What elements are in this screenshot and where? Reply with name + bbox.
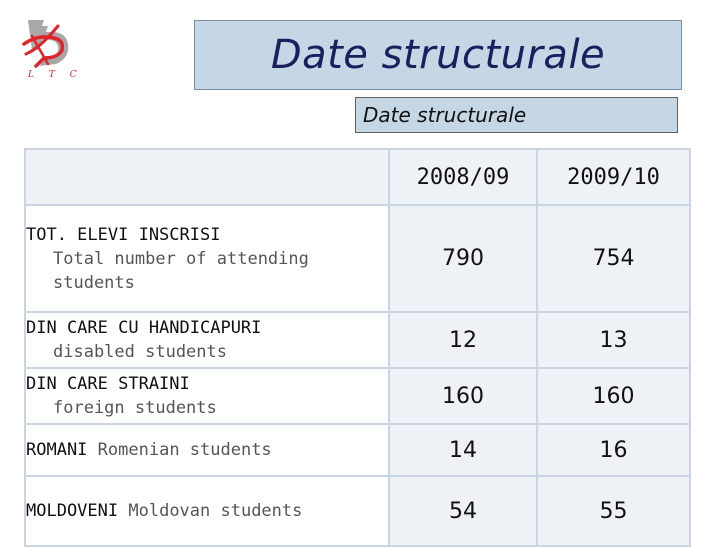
row-label: TOT. ELEVI INSCRISI (26, 224, 221, 245)
table-row (25, 205, 690, 312)
value-2009: 55 (537, 476, 690, 546)
value-2009: 16 (537, 424, 690, 476)
row-label: DIN CARE STRAINI (26, 374, 190, 394)
row-label-cell (25, 368, 389, 424)
header-year-2008: 2008/09 (389, 149, 537, 205)
row-label-cell (25, 424, 389, 476)
row-label-en: Romenian students (97, 440, 272, 460)
value-2008: 790 (389, 205, 537, 312)
value-2008: 54 (389, 476, 537, 546)
row-label-en: Moldovan students (128, 501, 303, 521)
value-2008: 14 (389, 424, 537, 476)
value-2009: 160 (537, 368, 690, 424)
value-2008: 160 (389, 368, 537, 424)
statistics-table (24, 148, 691, 547)
header-year-2009: 2009/10 (537, 149, 690, 205)
table-row (25, 476, 690, 546)
row-label: ROMANI (26, 440, 88, 460)
title-banner (194, 20, 682, 90)
row-label-en: Total number of attending students (53, 248, 309, 293)
svg-text:L T C: L T C (28, 70, 82, 80)
row-label: MOLDOVENI (26, 501, 119, 521)
row-label-cell (25, 205, 389, 312)
subtitle-banner (355, 97, 678, 133)
page-title: Date structurale (270, 32, 606, 78)
row-label-en: disabled students (53, 342, 227, 362)
value-2009: 13 (537, 312, 690, 368)
row-label-cell (25, 476, 389, 546)
table-row (25, 424, 690, 476)
row-label: DIN CARE CU HANDICAPURI (26, 318, 262, 338)
school-logo-icon (18, 14, 82, 80)
table-row (25, 368, 690, 424)
row-label-en: foreign students (53, 398, 217, 418)
value-2009: 754 (537, 205, 690, 312)
table-row (25, 312, 690, 368)
table-header-row (25, 149, 690, 205)
school-logo (18, 14, 82, 80)
value-2008: 12 (389, 312, 537, 368)
row-label-cell (25, 312, 389, 368)
page-subtitle: Date structurale (363, 103, 527, 127)
header-empty-cell (25, 149, 389, 205)
